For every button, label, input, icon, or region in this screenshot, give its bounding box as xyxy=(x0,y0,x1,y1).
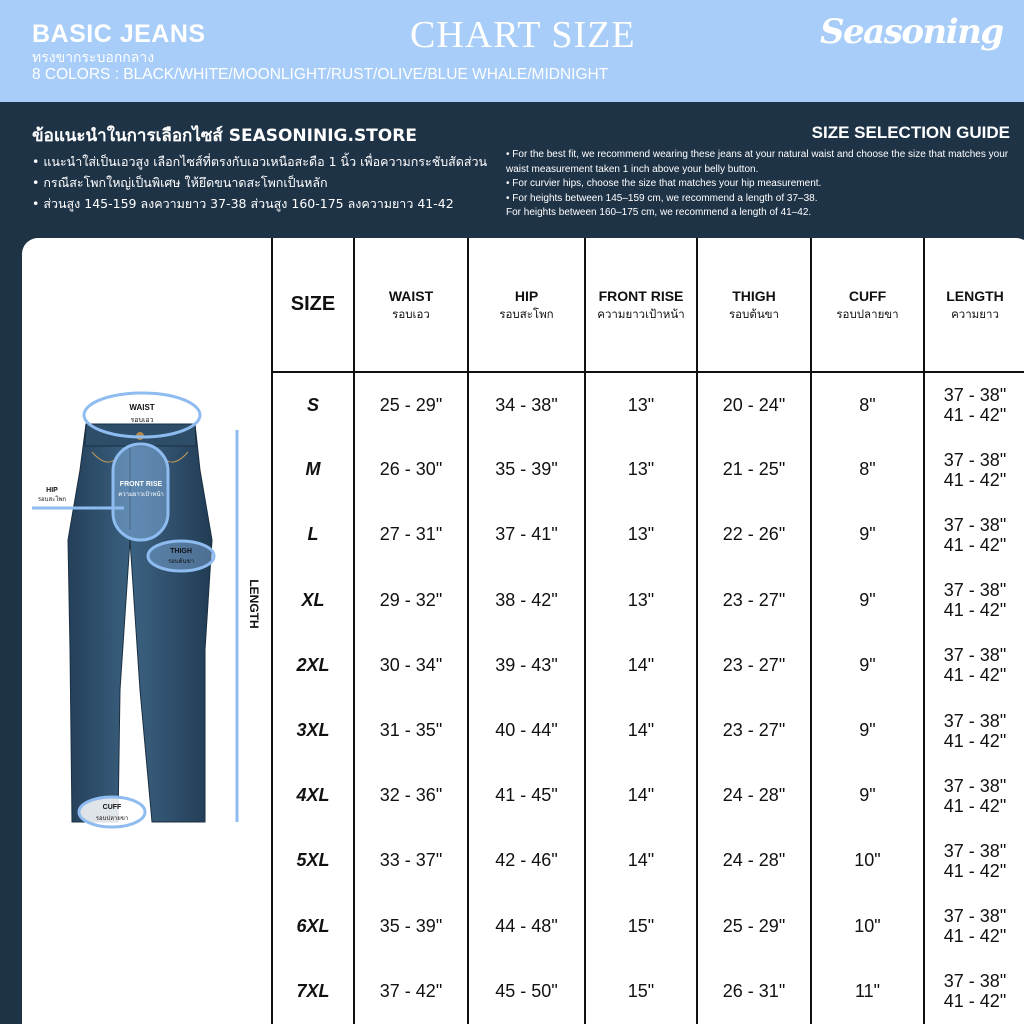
header-waist: WAIST รอบเอว xyxy=(354,238,468,372)
length-cell xyxy=(924,763,1024,828)
table-row xyxy=(272,633,1024,698)
guide-en-item: • For heights between 145–159 cm, we recommend a length of 37–38. xyxy=(506,192,818,204)
front-rise-cell: 14" xyxy=(585,763,697,828)
size-cell: L xyxy=(272,502,354,567)
product-colors: 8 COLORS : BLACK/WHITE/MOONLIGHT/RUST/OLIVE/BLUE WHALE/MIDNIGHT xyxy=(32,66,609,83)
thigh-cell: 23 - 27" xyxy=(697,568,811,633)
header-band xyxy=(0,0,1024,102)
waist-cell: 30 - 34" xyxy=(354,633,468,698)
waist-cell: 31 - 35" xyxy=(354,698,468,763)
product-name: BASIC JEANS xyxy=(32,20,206,48)
guide-en-item: • For curvier hips, choose the size that matches your hip measurement. xyxy=(506,178,822,189)
length-long: 41 - 42" xyxy=(943,860,1007,881)
header-front-rise: FRONT RISE ความยาวเป้าหน้า xyxy=(585,238,697,372)
table-row xyxy=(272,959,1024,1024)
table-row xyxy=(272,698,1024,763)
size-cell: 3XL xyxy=(272,698,354,763)
header-length: LENGTH ความยาว xyxy=(924,238,1024,372)
length-long: 41 - 42" xyxy=(943,405,1007,426)
hip-cell: 39 - 43" xyxy=(468,633,585,698)
length-long: 41 - 42" xyxy=(943,795,1007,816)
front-rise-cell: 15" xyxy=(585,959,697,1024)
front-rise-label-th: ความยาวเป้าหน้า xyxy=(118,491,164,498)
size-table xyxy=(271,238,1024,1024)
guide-en-list xyxy=(506,148,1016,221)
length-cell xyxy=(924,372,1024,437)
cuff-cell: 9" xyxy=(811,763,924,828)
cuff-cell: 8" xyxy=(811,372,924,437)
hip-cell: 40 - 44" xyxy=(468,698,585,763)
thigh-cell: 23 - 27" xyxy=(697,698,811,763)
thigh-label: THIGH xyxy=(170,548,192,555)
length-cell xyxy=(924,828,1024,893)
cuff-cell: 9" xyxy=(811,633,924,698)
jeans-illustration xyxy=(0,380,270,840)
cuff-label: CUFF xyxy=(102,804,122,811)
thigh-cell: 25 - 29" xyxy=(697,894,811,959)
size-cell: S xyxy=(272,372,354,437)
length-cell xyxy=(924,437,1024,502)
cuff-cell: 9" xyxy=(811,568,924,633)
length-cell xyxy=(924,959,1024,1024)
waist-label: WAIST xyxy=(129,403,155,412)
length-short: 37 - 38" xyxy=(943,971,1007,992)
length-cell xyxy=(924,698,1024,763)
length-cell xyxy=(924,633,1024,698)
cuff-cell: 11" xyxy=(811,959,924,1024)
waist-cell: 29 - 32" xyxy=(354,568,468,633)
table-row xyxy=(272,568,1024,633)
length-long: 41 - 42" xyxy=(943,665,1007,686)
length-short: 37 - 38" xyxy=(943,840,1007,861)
length-cell xyxy=(924,894,1024,959)
length-long: 41 - 42" xyxy=(943,469,1007,490)
length-short: 37 - 38" xyxy=(943,514,1007,535)
table-header-row xyxy=(272,238,1024,372)
header-cuff: CUFF รอบปลายขา xyxy=(811,238,924,372)
header-thigh: THIGH รอบต้นขา xyxy=(697,238,811,372)
length-short: 37 - 38" xyxy=(943,580,1007,601)
length-cell xyxy=(924,568,1024,633)
hip-cell: 44 - 48" xyxy=(468,894,585,959)
table-row xyxy=(272,502,1024,567)
cuff-cell: 10" xyxy=(811,828,924,893)
table-row xyxy=(272,828,1024,893)
size-cell: 6XL xyxy=(272,894,354,959)
guide-en-title: SIZE SELECTION GUIDE xyxy=(811,123,1010,142)
front-rise-cell: 14" xyxy=(585,698,697,763)
hip-cell: 35 - 39" xyxy=(468,437,585,502)
front-rise-cell: 15" xyxy=(585,894,697,959)
front-rise-cell: 13" xyxy=(585,502,697,567)
size-cell: 4XL xyxy=(272,763,354,828)
thigh-cell: 24 - 28" xyxy=(697,763,811,828)
guide-th-list xyxy=(32,151,502,214)
front-rise-cell: 13" xyxy=(585,568,697,633)
length-cell xyxy=(924,502,1024,567)
thigh-cell: 22 - 26" xyxy=(697,502,811,567)
length-short: 37 - 38" xyxy=(943,710,1007,731)
guide-th-item: • แนะนำใส่เป็นเอวสูง เลือกไซส์ที่ตรงกับเอวเหนือสะดือ 1 นิ้ว เพื่อความกระชับสัดส่วน xyxy=(32,154,488,169)
length-long: 41 - 42" xyxy=(943,926,1007,947)
length-short: 37 - 38" xyxy=(943,645,1007,666)
guide-en-item: • For the best fit, we recommend wearing these jeans at your natural waist and choose the size that matches your waist measurement taken 1 inch above your belly button. xyxy=(506,149,1009,175)
waist-cell: 35 - 39" xyxy=(354,894,468,959)
hip-cell: 42 - 46" xyxy=(468,828,585,893)
size-cell: 7XL xyxy=(272,959,354,1024)
front-rise-cell: 13" xyxy=(585,372,697,437)
waist-cell: 32 - 36" xyxy=(354,763,468,828)
product-subtitle: ทรงขากระบอกกลาง xyxy=(32,50,155,66)
front-rise-cell: 14" xyxy=(585,633,697,698)
size-cell: 5XL xyxy=(272,828,354,893)
length-short: 37 - 38" xyxy=(943,449,1007,470)
table-row xyxy=(272,437,1024,502)
guide-en-item: For heights between 160–175 cm, we recommend a length of 41–42. xyxy=(506,207,812,218)
hip-cell: 38 - 42" xyxy=(468,568,585,633)
size-cell: M xyxy=(272,437,354,502)
waist-cell: 25 - 29" xyxy=(354,372,468,437)
thigh-label-th: รอบต้นขา xyxy=(167,558,195,565)
waist-cell: 37 - 42" xyxy=(354,959,468,1024)
table-body xyxy=(272,372,1024,1024)
thigh-cell: 23 - 27" xyxy=(697,633,811,698)
thigh-cell: 24 - 28" xyxy=(697,828,811,893)
length-short: 37 - 38" xyxy=(943,775,1007,796)
hip-cell: 41 - 45" xyxy=(468,763,585,828)
guide-th-title: ข้อแนะนำในการเลือกไซส์ SEASONINIG.STORE xyxy=(32,126,417,146)
header-size: SIZE xyxy=(272,238,354,372)
length-short: 37 - 38" xyxy=(943,906,1007,927)
waist-cell: 33 - 37" xyxy=(354,828,468,893)
table-row xyxy=(272,763,1024,828)
hip-label: HIP xyxy=(46,487,58,494)
cuff-marker xyxy=(79,797,145,827)
hip-cell: 37 - 41" xyxy=(468,502,585,567)
thigh-cell: 26 - 31" xyxy=(697,959,811,1024)
chart-title: CHART SIZE xyxy=(410,14,636,56)
waist-cell: 27 - 31" xyxy=(354,502,468,567)
waist-cell: 26 - 30" xyxy=(354,437,468,502)
hip-label-th: รอบสะโพก xyxy=(37,496,67,503)
table-row xyxy=(272,372,1024,437)
front-rise-cell: 13" xyxy=(585,437,697,502)
length-short: 37 - 38" xyxy=(943,385,1007,406)
cuff-cell: 8" xyxy=(811,437,924,502)
length-label: LENGTH xyxy=(247,579,261,629)
cuff-label-th: รอบปลายขา xyxy=(95,815,129,822)
hip-cell: 45 - 50" xyxy=(468,959,585,1024)
length-long: 41 - 42" xyxy=(943,600,1007,621)
front-rise-cell: 14" xyxy=(585,828,697,893)
size-cell: 2XL xyxy=(272,633,354,698)
guide-th-item: • กรณีสะโพกใหญ่เป็นพิเศษ ให้ยึดขนาดสะโพกเป็นหลัก xyxy=(32,175,328,190)
hip-cell: 34 - 38" xyxy=(468,372,585,437)
brand-logo: Seasoning xyxy=(820,12,1003,52)
length-long: 41 - 42" xyxy=(943,991,1007,1012)
length-long: 41 - 42" xyxy=(943,730,1007,751)
cuff-cell: 10" xyxy=(811,894,924,959)
cuff-cell: 9" xyxy=(811,698,924,763)
table-row xyxy=(272,894,1024,959)
thigh-cell: 21 - 25" xyxy=(697,437,811,502)
thigh-cell: 20 - 24" xyxy=(697,372,811,437)
front-rise-label: FRONT RISE xyxy=(119,481,163,488)
size-cell: XL xyxy=(272,568,354,633)
guide-th-item: • ส่วนสูง 145-159 ลงความยาว 37-38 ส่วนสูง 160-175 ลงความยาว 41-42 xyxy=(32,196,454,211)
cuff-cell: 9" xyxy=(811,502,924,567)
thigh-marker xyxy=(148,541,214,571)
header-hip: HIP รอบสะโพก xyxy=(468,238,585,372)
length-long: 41 - 42" xyxy=(943,534,1007,555)
waist-label-th: รอบเอว xyxy=(130,416,154,424)
